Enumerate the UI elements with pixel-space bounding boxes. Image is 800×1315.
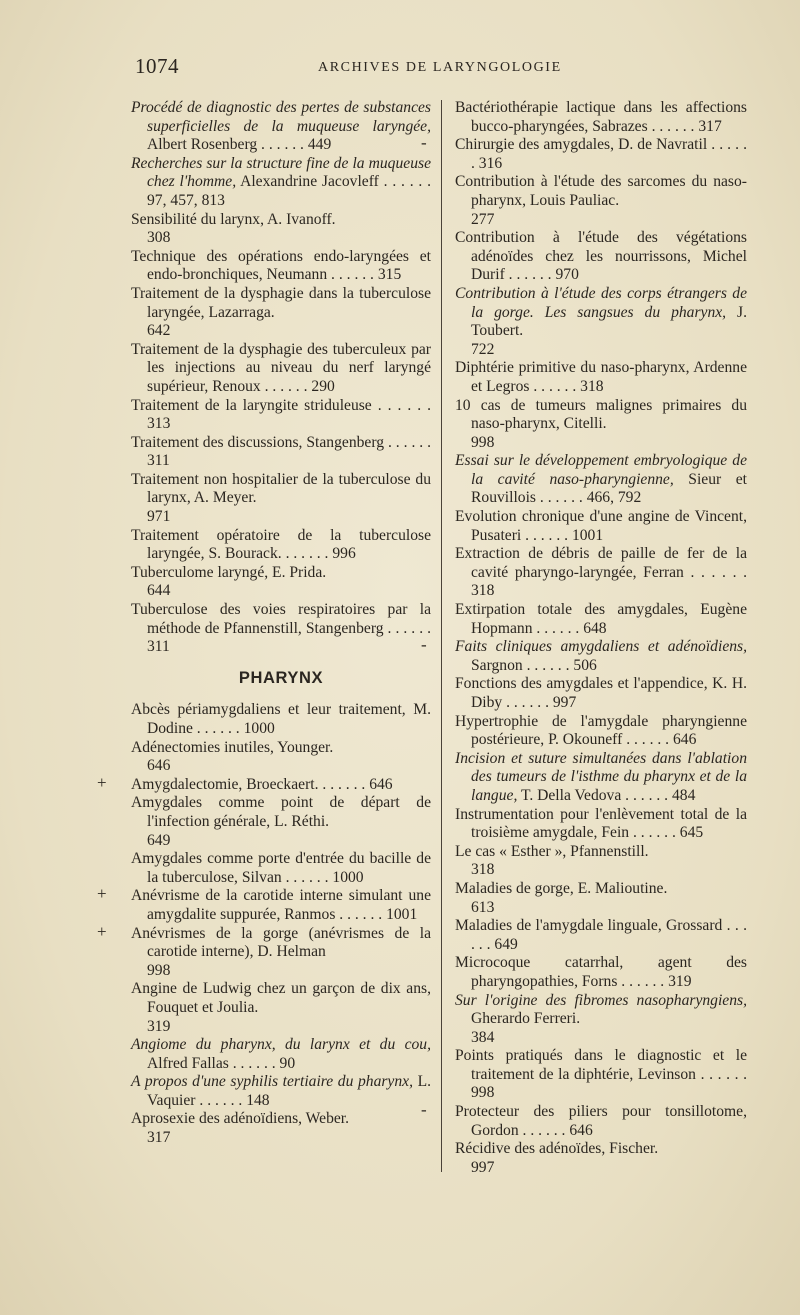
entry-author: Lazarraga.: [204, 303, 275, 321]
entry-title: 10 cas de tumeurs malignes primaires du naso-pharynx,: [455, 396, 747, 433]
entry-author: Sargnon: [471, 656, 523, 674]
entry-author: L. Vaquier: [147, 1073, 432, 1109]
entry-pages: 308: [147, 229, 171, 247]
entry-leader: . . . . . .: [647, 117, 699, 135]
entry-pages: 646: [147, 757, 171, 775]
entry-title: Procédé de diagnostic des pertes de substances superficielles de la muqueuse laryngée,: [131, 99, 431, 135]
index-entry: [455, 917, 747, 954]
entry-title: Contribution à l'étude des corps étrangers de la gorge. Les sangsues du pharynx,: [455, 284, 747, 321]
entry-title: Diphtérie primitive du naso-pharynx,: [455, 359, 690, 377]
entry-pages: 318: [580, 377, 604, 395]
entry-title: A propos d'une syphilis tertiaire du pharynx,: [131, 1073, 413, 1091]
entry-title: Récidive des adénoïdes,: [455, 1140, 606, 1158]
entry-title: Sensibilité du larynx,: [131, 210, 264, 228]
entry-author: Pfannenstill.: [566, 842, 649, 860]
entry-pages: 998: [147, 961, 171, 979]
entry-pages: 319: [668, 972, 692, 990]
entry-title: Contribution à l'étude des végétations adénoïdes chez les nourrissons,: [455, 229, 747, 265]
entry-author: A. Meyer.: [190, 489, 257, 507]
entry-pages: 484: [671, 786, 696, 804]
entry-title: Maladies de gorge,: [455, 879, 574, 897]
entry-leader: . . . . . .: [318, 775, 370, 793]
entry-leader: . . . . . .: [521, 526, 572, 544]
entry-author: Pusateri: [471, 526, 522, 544]
entry-title: Traitement de la laryngite striduleuse: [131, 396, 372, 414]
entry-pages: 1000: [332, 868, 364, 886]
index-entry: [131, 739, 431, 776]
entry-title: Amygdales comme point de départ de l'infection générale,: [131, 794, 431, 830]
entry-pages: 997: [552, 694, 577, 711]
entry-leader: . . . . . .: [522, 656, 574, 674]
entry-author: Fischer.: [605, 1140, 659, 1158]
index-entry: [131, 211, 431, 248]
index-entry: [455, 675, 747, 712]
entry-pages: 319: [147, 1017, 171, 1035]
entry-author: Ranmos: [280, 905, 336, 923]
entry-title: Evolution chronique d'une angine de Vincent,: [455, 508, 747, 526]
column-divider: [441, 100, 442, 1172]
entry-leader: . . . . . .: [327, 266, 378, 284]
entry-pages: 970: [555, 266, 579, 284]
index-entry: [131, 1110, 431, 1147]
entry-author: Citelli.: [559, 415, 607, 433]
entry-leader: . . . . . .: [683, 563, 747, 581]
entry-title: Technique des opérations endo-laryngées et endo-bronchiques,: [131, 247, 431, 284]
index-entry: [131, 701, 431, 738]
entry-title: Adénectomies inutiles,: [131, 738, 274, 756]
index-entry: [131, 285, 431, 341]
entry-pages: 722: [471, 340, 495, 358]
index-entry: [455, 1140, 747, 1177]
entry-pages: 1001: [571, 526, 604, 544]
entry-title: Points pratiqués dans le diagnostic et le traitement de la diphtérie,: [455, 1047, 747, 1083]
entry-pages: 313: [147, 415, 171, 433]
entry-author: Weber.: [302, 1110, 350, 1128]
entry-pages: 316: [478, 154, 503, 172]
entry-author: Alexandrine Jacovleff: [236, 173, 379, 191]
entry-title: Recherches sur la structure fine de la muqueuse chez l'homme,: [131, 154, 431, 191]
index-entry: [131, 527, 431, 564]
entry-title: Abcès périamygdaliens et leur traitement,: [131, 701, 406, 719]
index-entry: [131, 471, 431, 527]
entry-author: Grossard: [661, 917, 723, 935]
entry-author: Sabrazes: [588, 117, 648, 135]
entry-pages: 996: [332, 545, 356, 563]
index-entry: [455, 880, 747, 917]
index-entry: Anévrisme de la carotide interne simulant une amygdalite suppurée, Ranmos . . . . . . 1001 +: [97, 884, 431, 923]
entry-pages: 997: [471, 1158, 495, 1176]
index-entry: [455, 545, 747, 601]
entry-title: Incision et suture simultanées dans l'ablation des tumeurs de l'isthme du pharynx et de la langue,: [455, 749, 747, 804]
index-entry: [455, 713, 747, 750]
entry-title: Anévrismes de la gorge (anévrismes de la carotide interne),: [131, 924, 431, 961]
entry-title: Microcoque catarrhal, agent des pharyngopathies,: [455, 954, 747, 990]
entry-author: Gordon: [471, 1121, 519, 1139]
index-column-left: [97, 99, 432, 1148]
entry-pages: 646: [369, 775, 393, 793]
index-entry: [131, 1036, 431, 1073]
index-entry: [455, 601, 747, 638]
entry-pages: 646: [569, 1121, 593, 1139]
entry-title: Amygdales comme porte d'entrée du bacille de la tuberculose,: [131, 850, 431, 886]
index-entry: [131, 397, 431, 434]
entry-author: Silvan: [237, 868, 282, 886]
entry-pages: 318: [471, 861, 495, 879]
entry-pages: 290: [311, 377, 335, 395]
entry-author: A. Ivanoff.: [263, 210, 336, 228]
entry-title: Anévrisme de la carotide interne simulant une amygdalite suppurée,: [131, 887, 431, 923]
entry-leader: . . . . . .: [384, 433, 431, 451]
entry-leader: . . . . . .: [622, 731, 673, 749]
entry-author: Forns: [577, 972, 618, 990]
index-entry: [131, 434, 431, 471]
entry-author: Younger.: [273, 738, 334, 756]
entry-leader: . . . . . .: [529, 377, 581, 395]
entry-pages: 466, 792: [586, 489, 642, 507]
entry-pages: 998: [471, 1084, 495, 1102]
entry-leader: . . . . . .: [260, 377, 312, 395]
entry-author: M. Dodine: [147, 701, 431, 737]
index-entry: [131, 248, 431, 285]
entry-author: T. Della Vedova: [517, 786, 622, 804]
entry-author: Alfred Fallas: [147, 1054, 229, 1072]
index-entry: [131, 341, 431, 397]
entry-author: Stangenberg: [301, 619, 384, 637]
entry-leader: . . . . . .: [629, 824, 680, 842]
entry-pages: 449: [307, 136, 332, 154]
entry-author: Levinson: [633, 1065, 696, 1083]
index-entry: [455, 508, 747, 545]
entry-leader: . . . . . .: [621, 786, 672, 804]
entry-title: Contribution à l'étude des sarcomes du naso-pharynx,: [455, 173, 747, 209]
index-entry: [455, 285, 747, 359]
entry-title: Extirpation totale des amygdales,: [455, 601, 688, 619]
entry-author: L. Réthi.: [270, 812, 330, 830]
entry-author: E. Malioutine.: [573, 879, 668, 897]
index-entry: Anévrismes de la gorge (anévrismes de la carotide interne), D. Helman 998 +: [97, 921, 431, 979]
entry-pages: 646: [672, 731, 697, 749]
index-entry: [455, 806, 747, 843]
index-entry: [455, 750, 747, 806]
entry-author: Ardenne et Legros: [471, 359, 747, 395]
entry-title: Maladies de l'amygdale linguale,: [455, 917, 662, 935]
entry-pages: 1000: [243, 720, 275, 737]
index-entry: [455, 397, 747, 453]
entry-leader: . . . . . .: [228, 1054, 280, 1072]
entry-author: Fouquet et Joulia.: [147, 998, 259, 1016]
entry-leader: . . . . . .: [532, 619, 584, 637]
entry-pages: 998: [471, 433, 495, 451]
entry-leader: . . . . . .: [281, 545, 333, 563]
entry-pages: 384: [471, 1028, 495, 1046]
index-entry: [131, 564, 431, 601]
entry-title: Traitement des discussions,: [131, 433, 303, 451]
entry-pages: 1001: [386, 905, 418, 923]
entry-title: Protecteur des piliers pour tonsillotome,: [455, 1103, 747, 1121]
index-entry: [455, 992, 747, 1048]
entry-leader: . . . . . .: [257, 136, 308, 154]
entry-title: Angiome du pharynx, du larynx et du cou,: [131, 1036, 431, 1054]
entry-title: Angine de Ludwig chez un garçon de dix ans,: [131, 980, 431, 998]
entry-pages: 648: [583, 619, 607, 637]
entry-pages: 315: [377, 266, 402, 284]
entry-pages: 311: [147, 452, 170, 470]
index-entry: [455, 99, 747, 136]
entry-leader: . . . . . .: [504, 266, 556, 284]
index-entry: [455, 954, 747, 991]
entry-leader: . . . . . .: [383, 619, 432, 637]
entry-author: Neumann: [262, 266, 328, 284]
index-entry: Protecteur des piliers pour tonsillotome, Gordon . . . . . . 646 -: [421, 1100, 747, 1139]
entry-leader: . . . . . .: [371, 396, 432, 414]
index-entry: [455, 359, 747, 396]
entry-author: D. de Navratil: [614, 136, 708, 154]
entry-title: Sur l'origine des fibromes nasopharyngiens,: [455, 991, 747, 1009]
entry-title: Tuberculose des voies respiratoires par la méthode de Pfannenstill,: [131, 601, 431, 637]
entry-pages: 613: [471, 898, 495, 916]
index-entry: Amygdalectomie, Broeckaert. . . . . . . 646 +: [97, 772, 393, 793]
index-entry: [455, 173, 747, 229]
entry-author: S. Bourack.: [204, 545, 282, 563]
entry-title: Traitement opératoire de la tuberculose laryngée,: [131, 526, 431, 563]
section-heading: PHARYNX: [238, 668, 324, 687]
entry-author: E. Prida.: [268, 563, 327, 581]
entry-pages: 97, 457, 813: [147, 191, 225, 209]
entry-author: Broeckaert.: [242, 775, 319, 793]
entry-leader: . . . . . .: [617, 972, 669, 990]
entry-pages: 317: [147, 1129, 171, 1147]
index-entry: Chirurgie des amygdales, D. de Navratil . . . . . . 316 -: [421, 133, 748, 172]
entry-leader: . . . . . .: [471, 136, 748, 172]
index-entry: [131, 99, 431, 155]
entry-title: Instrumentation pour l'enlèvement total de la troisième amygdale,: [455, 805, 747, 842]
entry-leader: . . . . . .: [195, 1091, 247, 1109]
entry-pages: 90: [279, 1054, 296, 1072]
entry-title: Chirurgie des amygdales,: [455, 136, 614, 154]
page-header: [0, 52, 800, 82]
entry-title: Amygdalectomie,: [131, 775, 243, 793]
entry-leader: . . . . . .: [281, 868, 333, 886]
entry-author: Louis Pauliac.: [526, 191, 620, 209]
entry-leader: . . . . . .: [192, 720, 244, 737]
entry-leader: . . . . . .: [502, 694, 553, 711]
entry-title: Tuberculome laryngé,: [131, 563, 269, 581]
entry-author: Renoux: [208, 377, 261, 395]
entry-author: J. Toubert.: [471, 303, 747, 340]
entry-title: Traitement de la dysphagie des tuberculeux par les injections au niveau du nerf laryngé supérieur,: [131, 340, 431, 395]
entry-pages: 277: [471, 210, 495, 228]
entry-title: Hypertrophie de l'amygdale pharyngienne postérieure,: [455, 712, 747, 749]
entry-author: Ferran: [636, 563, 684, 581]
index-entry: Faits cliniques amygdaliens et adénoïdiens, Sargnon . . . . . . 506 -: [421, 635, 747, 674]
entry-title: Bactériothérapie lactique dans les affections bucco-pharyngées,: [455, 99, 747, 135]
entry-pages: 649: [494, 935, 518, 953]
entry-title: Faits cliniques amygdaliens et adénoïdiens,: [455, 638, 747, 656]
entry-author: P. Okouneff: [544, 731, 623, 749]
entry-leader: . . . . . .: [378, 173, 432, 191]
entry-pages: 318: [471, 582, 495, 600]
index-entry: [131, 794, 431, 850]
entry-pages: 317: [698, 117, 722, 135]
index-entry: [131, 1073, 431, 1110]
entry-leader: . . . . . .: [335, 905, 387, 923]
entry-pages: 506: [573, 656, 597, 674]
entry-author: Albert Rosenberg: [147, 136, 258, 154]
entry-title: Fonctions des amygdales et l'appendice,: [455, 675, 708, 693]
entry-title: Extraction de débris de paille de fer de la cavité pharyngo-laryngée,: [455, 545, 747, 581]
entry-leader: . . . . . .: [536, 489, 587, 507]
entry-title: Essai sur le développement embryologique de la cavité naso-pharyngienne,: [455, 452, 747, 488]
entry-author: Fein: [597, 824, 630, 842]
entry-pages: 642: [147, 322, 171, 340]
entry-author: Sieur et Rouvillois: [471, 470, 747, 507]
running-title: ARCHIVES DE LARYNGOLOGIE: [318, 60, 562, 75]
index-entry: [455, 229, 747, 285]
index-entry: [455, 452, 747, 508]
index-entry: [131, 601, 431, 657]
entry-author: D. Helman: [253, 943, 326, 961]
entry-pages: 645: [679, 824, 704, 842]
entry-title: Le cas « Esther »,: [455, 842, 567, 860]
page-number: 1074: [135, 54, 179, 78]
entry-title: Traitement non hospitalier de la tuberculose du larynx,: [131, 470, 431, 507]
entry-author: Stangenberg: [302, 433, 385, 451]
entry-author: Eugène Hopmann: [471, 601, 747, 637]
entry-title: Aprosexie des adénoïdiens,: [131, 1110, 303, 1128]
entry-author: Michel Durif: [471, 247, 747, 284]
entry-pages: 311: [147, 638, 170, 656]
entry-leader: . . . . . .: [518, 1121, 570, 1139]
entry-pages: 971: [147, 508, 171, 526]
entry-author: Gherardo Ferreri.: [471, 1010, 581, 1028]
entry-pages: 644: [147, 582, 171, 600]
entry-author: K. H. Diby: [471, 675, 747, 711]
entry-leader: . . . . . .: [695, 1065, 748, 1083]
entry-leader: . . . . . .: [471, 917, 747, 953]
entry-pages: 148: [246, 1091, 270, 1109]
index-entry: [131, 850, 431, 887]
index-entry: [455, 1047, 747, 1103]
entry-pages: 649: [147, 831, 171, 849]
index-entry: [131, 980, 431, 1036]
index-entry: [455, 843, 747, 880]
entry-title: Traitement de la dysphagie dans la tuberculose laryngée,: [131, 284, 431, 321]
index-entry: [131, 155, 431, 211]
index-column-right: [421, 99, 748, 1177]
